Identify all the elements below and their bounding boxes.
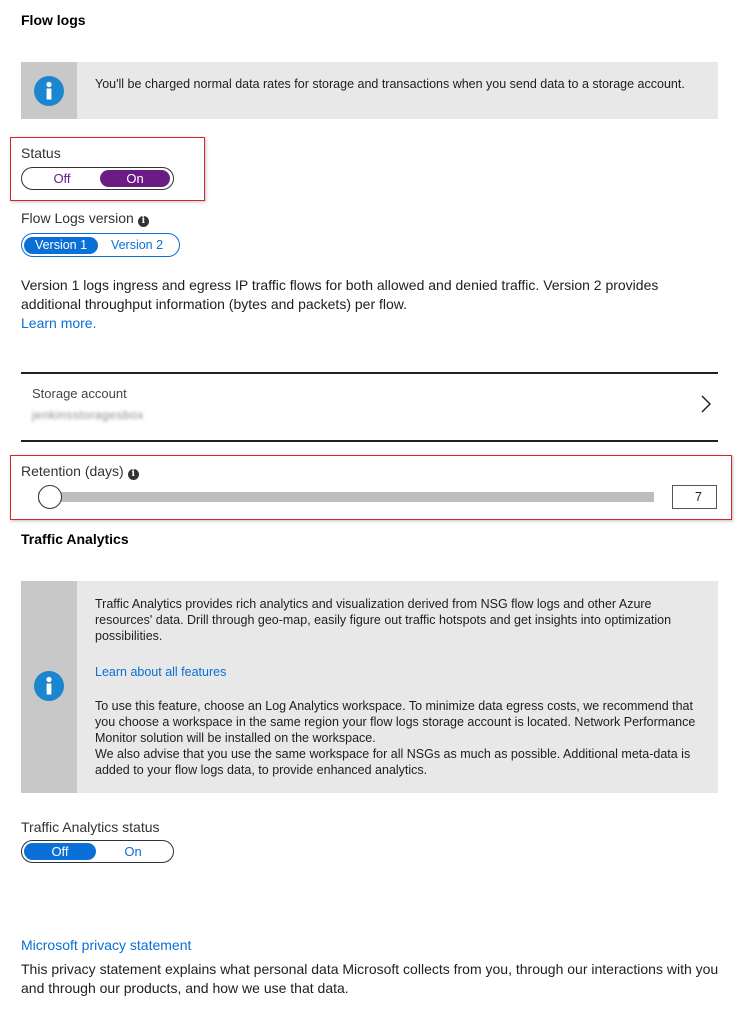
retention-label xyxy=(21,463,139,480)
flow-logs-version-label xyxy=(21,210,149,227)
storage-account-value: jenkinsstoragesbox xyxy=(32,408,144,422)
status-label: Status xyxy=(21,145,61,161)
retention-label-text: Retention (days) xyxy=(21,463,124,479)
traffic-analytics-description: Traffic Analytics provides rich analytics and visualization derived from NSG flow logs and other Azure resources' data. Drill through geo-map, easily figure out traffic hotspots and get insights into optimization possibilities. xyxy=(95,597,672,643)
traffic-analytics-banner xyxy=(21,581,718,793)
status-toggle[interactable] xyxy=(21,167,174,190)
flow-logs-version-text: Flow Logs version xyxy=(21,210,134,226)
learn-about-features-link[interactable]: Learn about all features xyxy=(95,665,227,679)
status-off-option[interactable]: Off xyxy=(53,171,71,186)
privacy-statement-link[interactable]: Microsoft privacy statement xyxy=(21,937,192,953)
learn-more-link[interactable]: Learn more. xyxy=(21,315,97,331)
flow-logs-version-toggle[interactable] xyxy=(21,233,180,257)
traffic-analytics-title: Traffic Analytics xyxy=(21,531,129,547)
banner-text: You'll be charged normal data rates for storage and transactions when you send data to a storage account. xyxy=(95,77,685,91)
info-icon xyxy=(34,671,64,701)
info-icon[interactable]: i xyxy=(128,469,139,480)
retention-days-input[interactable]: 7 xyxy=(672,485,717,509)
traffic-analytics-status-label: Traffic Analytics status xyxy=(21,819,160,835)
info-icon xyxy=(34,76,64,106)
workspace-advice-text-2: We also advise that you use the same workspace for all NSGs as much as possible. Additional meta-data is added to your flow logs data, to provide enhanced analytics. xyxy=(95,747,691,777)
version-description xyxy=(21,276,721,333)
storage-charges-banner xyxy=(21,62,718,119)
ta-on-option[interactable]: On xyxy=(124,844,142,859)
privacy-statement-text: This privacy statement explains what personal data Microsoft collects from you, through our interactions with you and through our products, and how we use that data. xyxy=(21,961,719,996)
status-on-option[interactable]: On xyxy=(100,170,170,187)
storage-account-label: Storage account xyxy=(32,386,127,401)
ta-off-option[interactable]: Off xyxy=(24,843,96,860)
flow-logs-title: Flow logs xyxy=(21,12,86,28)
retention-slider-track[interactable] xyxy=(38,492,654,502)
version-1-option[interactable]: Version 1 xyxy=(24,237,98,254)
retention-slider-thumb[interactable] xyxy=(38,485,62,509)
traffic-analytics-status-toggle[interactable] xyxy=(21,840,174,863)
storage-account-selector[interactable] xyxy=(21,374,718,440)
version-2-option[interactable]: Version 2 xyxy=(110,238,164,252)
chevron-right-icon xyxy=(701,395,711,418)
divider xyxy=(21,440,718,442)
workspace-advice-text: To use this feature, choose an Log Analytics workspace. To minimize data egress costs, we recommend that you choose a workspace in the same region your flow logs storage account is located. Network Performance Monitor solution will be installed on the workspace. xyxy=(95,699,696,745)
version-description-text: Version 1 logs ingress and egress IP traffic flows for both allowed and denied traffic. Version 2 provides additional throughput information (bytes and packets) per flow. xyxy=(21,277,659,312)
info-icon[interactable]: i xyxy=(138,216,149,227)
